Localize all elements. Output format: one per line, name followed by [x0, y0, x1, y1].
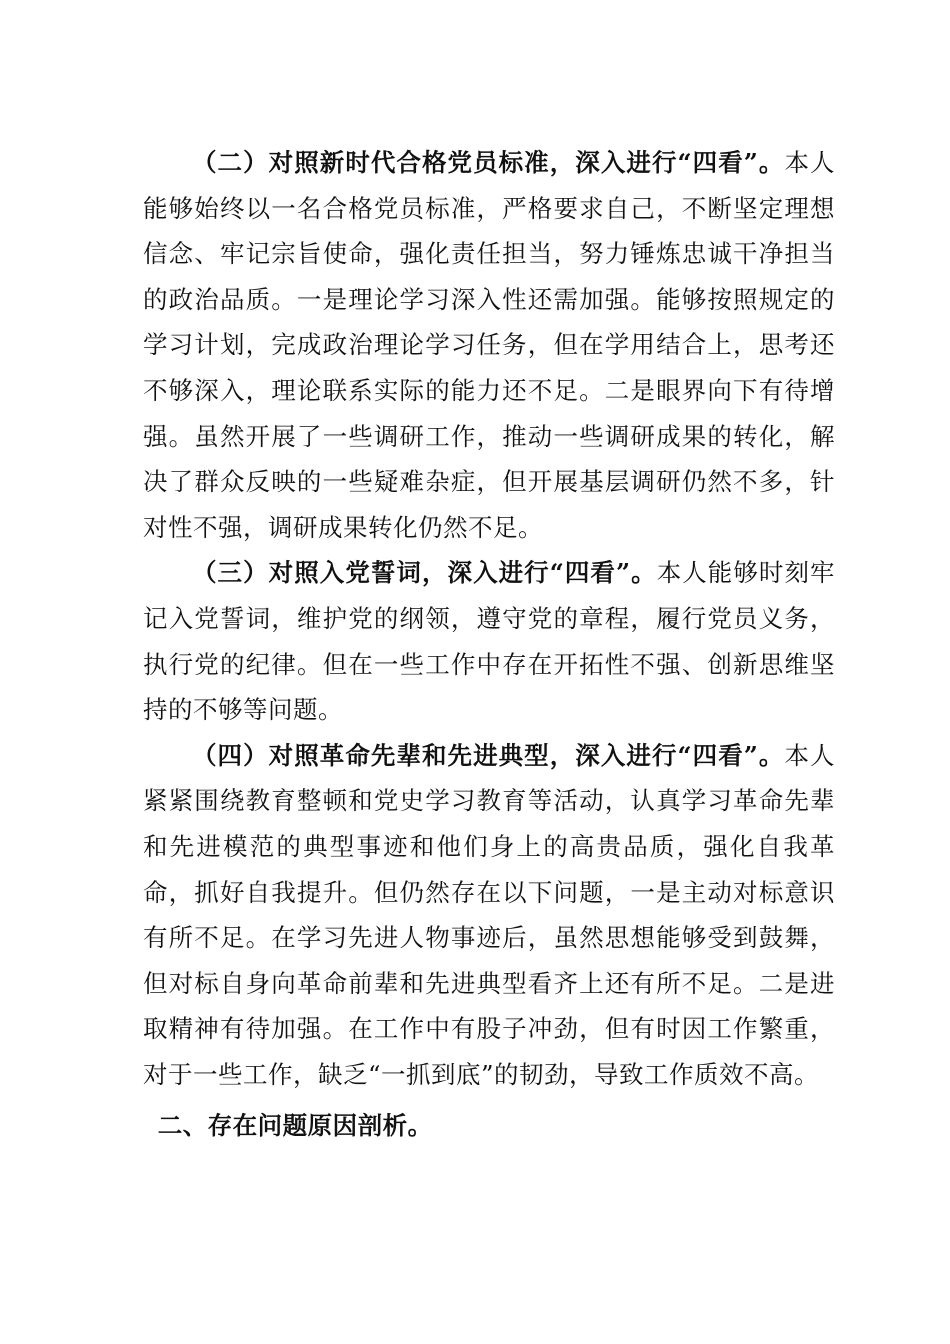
paragraph-lead: （三）对照入党誓词，深入进行“四看”。 [192, 558, 657, 588]
section-heading: 二、存在问题原因剖析。 [157, 1111, 433, 1141]
paragraph-text: 本人能够时刻牢记入党誓词，维护党的纲领，遵守党的章程，履行党员义务，执行党的纪律。但在一些工作中存在开拓性不强、创新思维坚持的不够等问题。 [143, 558, 836, 725]
document-body [143, 140, 835, 1149]
paragraph-text: 本人紧紧围绕教育整顿和党史学习教育等活动，认真学习革命先辈和先进模范的典型事迹和他们身上的高贵品质，强化自我革命，抓好自我提升。但仍然存在以下问题，一是主动对标意识有所不足。在学习先进人物事迹后，虽然思想能够受到鼓舞，但对标自身向革命前辈和先进典型看齐上还有所不足。二是进取精神有待加强。在工作中有股子冲劲，但有时因工作繁重，对于一些工作，缺乏“一抓到底”的韧劲，导致工作质效不高。 [143, 740, 836, 1089]
paragraph-pioneers [143, 733, 835, 1098]
paragraph-standard [143, 140, 835, 550]
paragraph-lead: （四）对照革命先辈和先进典型，深入进行“四看”。 [192, 740, 785, 770]
paragraph-oath [143, 550, 835, 732]
paragraph-lead: （二）对照新时代合格党员标准，深入进行“四看”。 [192, 148, 785, 177]
paragraph-text: 本人能够始终以一名合格党员标准，严格要求自己，不断坚定理想信念、牢记宗旨使命，强化责任担当，努力锤炼忠诚干净担当的政治品质。一是理论学习深入性还需加强。能够按照规定的学习计划，完成政治理论学习任务，但在学用结合上，思考还不够深入，理论联系实际的能力还不足。二是眼界向下有待增强。虽然开展了一些调研工作，推动一些调研成果的转化，解决了群众反映的一些疑难杂症，但开展基层调研仍然不多，针对性不强，调研成果转化仍然不足。 [143, 148, 836, 542]
